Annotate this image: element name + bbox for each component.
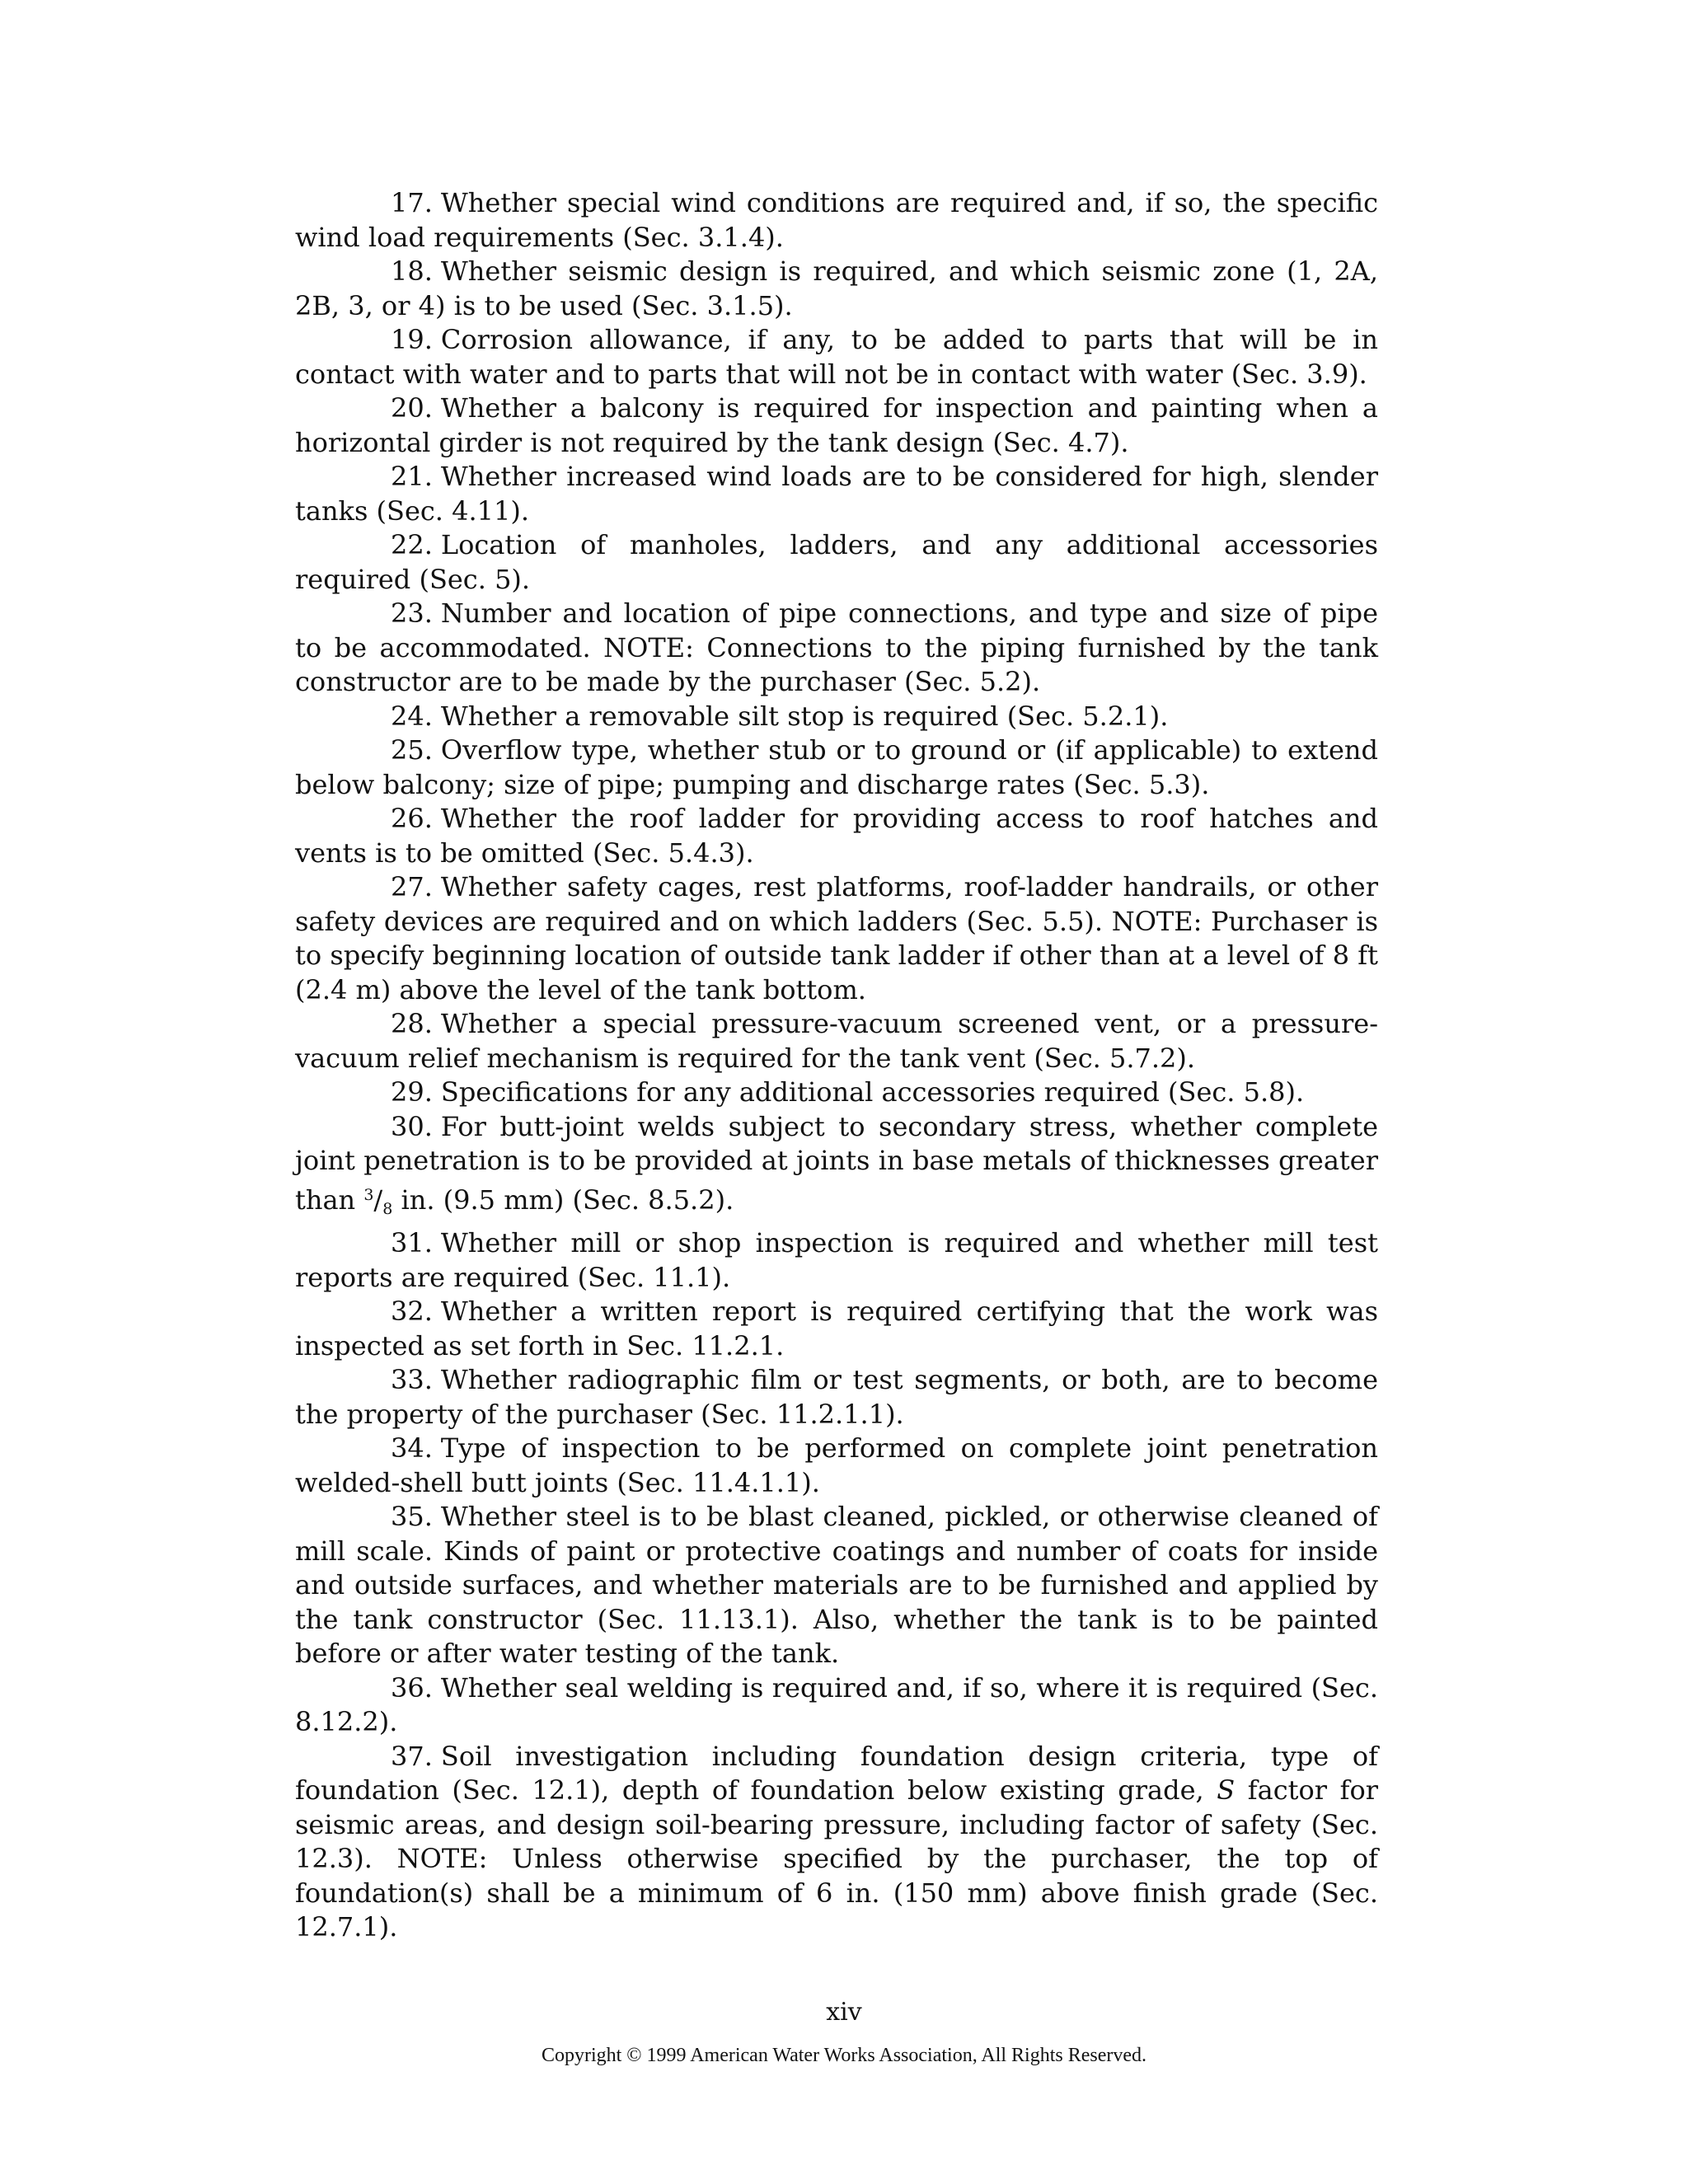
item-number: 27.: [391, 871, 433, 902]
item-text: Whether a balcony is required for inspection and painting when a horizontal girder is not required by the tank design (Sec. 4.7).: [295, 392, 1378, 458]
list-item: [295, 1295, 1378, 1363]
item-number: 37.: [391, 1740, 433, 1772]
item-text: Whether steel is to be blast cleaned, pickled, or otherwise cleaned of mill scale. Kinds of paint or protective coatings and number of coats for inside and outside surfaces, and whether materials are to be furnished and applied by the tank constructor (Sec. 11.13.1). Also, whether the tank is to be painted before or after water testing of the tank.: [295, 1501, 1378, 1669]
item-text: Whether radiographic film or test segments, or both, are to become the property of the purchaser (Sec. 11.2.1.1).: [295, 1364, 1378, 1430]
item-text-continued: factor for seismic areas, and design soil-bearing pressure, including factor of safety (Sec. 12.3). NOTE: Unless otherwise specified by the purchaser, the top of foundation(s) shall be a minimum of 6 in. (150 mm) above finish grade (Sec. 12.7.1).: [295, 1774, 1379, 1943]
item-text: Number and location of pipe connections, and type and size of pipe to be accommodated. NOTE: Connections to the piping furnished by the tank constructor are to be made by the purchaser (Sec. 5.2).: [295, 598, 1378, 697]
fraction-three-eighths: $^3$/8: [363, 1183, 393, 1218]
list-item: [295, 1110, 1378, 1227]
item-text: Whether seismic design is required, and which seismic zone (1, 2A, 2B, 3, or 4) is to be used (Sec. 3.1.5).: [295, 255, 1378, 321]
item-text-continued: in. (9.5 mm) (Sec. 8.5.2).: [401, 1183, 734, 1216]
item-number: 35.: [391, 1501, 433, 1532]
item-number: 26.: [391, 803, 433, 834]
item-number: 24.: [391, 700, 433, 732]
italic-variable-s: S: [1217, 1774, 1236, 1806]
item-number: 21.: [391, 461, 433, 492]
item-text: Corrosion allowance, if any, to be added to parts that will be in contact with water and to parts that will not be in contact with water (Sec. 3.9).: [295, 324, 1378, 390]
list-item: [295, 1432, 1378, 1500]
item-number: 28.: [391, 1008, 433, 1039]
item-text: For butt-joint welds subject to secondary stress, whether complete joint penetration is to be provided at joints in base metals of thicknesses greater than: [295, 1110, 1378, 1216]
item-number: 33.: [391, 1364, 433, 1395]
purchaser-options-list: [295, 186, 1378, 1945]
item-text: Whether increased wind loads are to be considered for high, slender tanks (Sec. 4.11).: [295, 461, 1378, 527]
item-text: Soil investigation including foundation design criteria, type of foundation (Sec. 12.1), depth of foundation below existing grade,: [295, 1740, 1378, 1806]
list-item: [295, 1500, 1378, 1671]
list-item: [295, 460, 1378, 528]
fraction-denominator: 8: [382, 1199, 393, 1218]
item-number: 18.: [391, 255, 433, 287]
item-number: 30.: [391, 1110, 433, 1142]
list-item: [295, 1226, 1378, 1295]
item-number: 23.: [391, 598, 433, 629]
item-text: Whether mill or shop inspection is required and whether mill test reports are required (Sec. 11.1).: [295, 1227, 1378, 1293]
list-item: [295, 1740, 1378, 1945]
page-number: xiv: [826, 1998, 862, 2027]
list-item: [295, 1671, 1378, 1740]
list-item: [295, 255, 1378, 323]
item-text: Location of manholes, ladders, and any additional accessories required (Sec. 5).: [295, 529, 1378, 595]
list-item: [295, 391, 1378, 460]
item-number: 31.: [391, 1227, 433, 1258]
item-text: Whether special wind conditions are required and, if so, the specific wind load requirements (Sec. 3.1.4).: [295, 187, 1378, 253]
item-text: Specifications for any additional accessories required (Sec. 5.8).: [440, 1076, 1305, 1108]
item-number: 17.: [391, 187, 433, 218]
list-item: [295, 186, 1378, 255]
item-number: 29.: [391, 1076, 433, 1108]
item-text: Overflow type, whether stub or to ground or (if applicable) to extend below balcony; size of pipe; pumping and discharge rates (Sec. 5.3).: [295, 734, 1378, 800]
item-number: 34.: [391, 1432, 433, 1464]
item-text: Type of inspection to be performed on complete joint penetration welded-shell butt joints (Sec. 11.4.1.1).: [295, 1432, 1378, 1498]
item-number: 20.: [391, 392, 433, 424]
item-text: Whether a written report is required certifying that the work was inspected as set forth in Sec. 11.2.1.: [295, 1296, 1378, 1361]
item-number: 32.: [391, 1296, 433, 1327]
copyright-notice: Copyright © 1999 American Water Works Association, All Rights Reserved.: [541, 2045, 1147, 2066]
item-number: 36.: [391, 1671, 433, 1704]
list-item: [295, 1007, 1378, 1076]
list-item: [295, 597, 1378, 700]
item-text: Whether the roof ladder for providing access to roof hatches and vents is to be omitted (Sec. 5.4.3).: [295, 803, 1378, 869]
item-number: 25.: [391, 734, 433, 766]
list-item: [295, 1363, 1378, 1432]
item-text: Whether a removable silt stop is required (Sec. 5.2.1).: [440, 700, 1169, 732]
list-item: [295, 733, 1378, 802]
list-item: [295, 802, 1378, 870]
list-item: [295, 700, 1378, 734]
list-item: [295, 528, 1378, 597]
item-number: 22.: [391, 529, 433, 560]
item-number: 19.: [391, 324, 433, 355]
item-text: Whether safety cages, rest platforms, roof-ladder handrails, or other safety devices are required and on which ladders (Sec. 5.5). NOTE: Purchaser is to specify beginning location of outside tank ladder if other than at a level of 8 ft (2.4 m) above the level of the tank bottom.: [295, 871, 1378, 1005]
list-item: [295, 870, 1378, 1007]
fraction-numerator: 3: [363, 1185, 374, 1204]
item-text: Whether a special pressure-vacuum screened vent, or a pressure-vacuum relief mechanism is required for the tank vent (Sec. 5.7.2).: [295, 1008, 1378, 1074]
list-item: [295, 323, 1378, 391]
list-item: [295, 1076, 1378, 1110]
item-text: Whether seal welding is required and, if so, where it is required (Sec. 8.12.2).: [295, 1671, 1378, 1737]
